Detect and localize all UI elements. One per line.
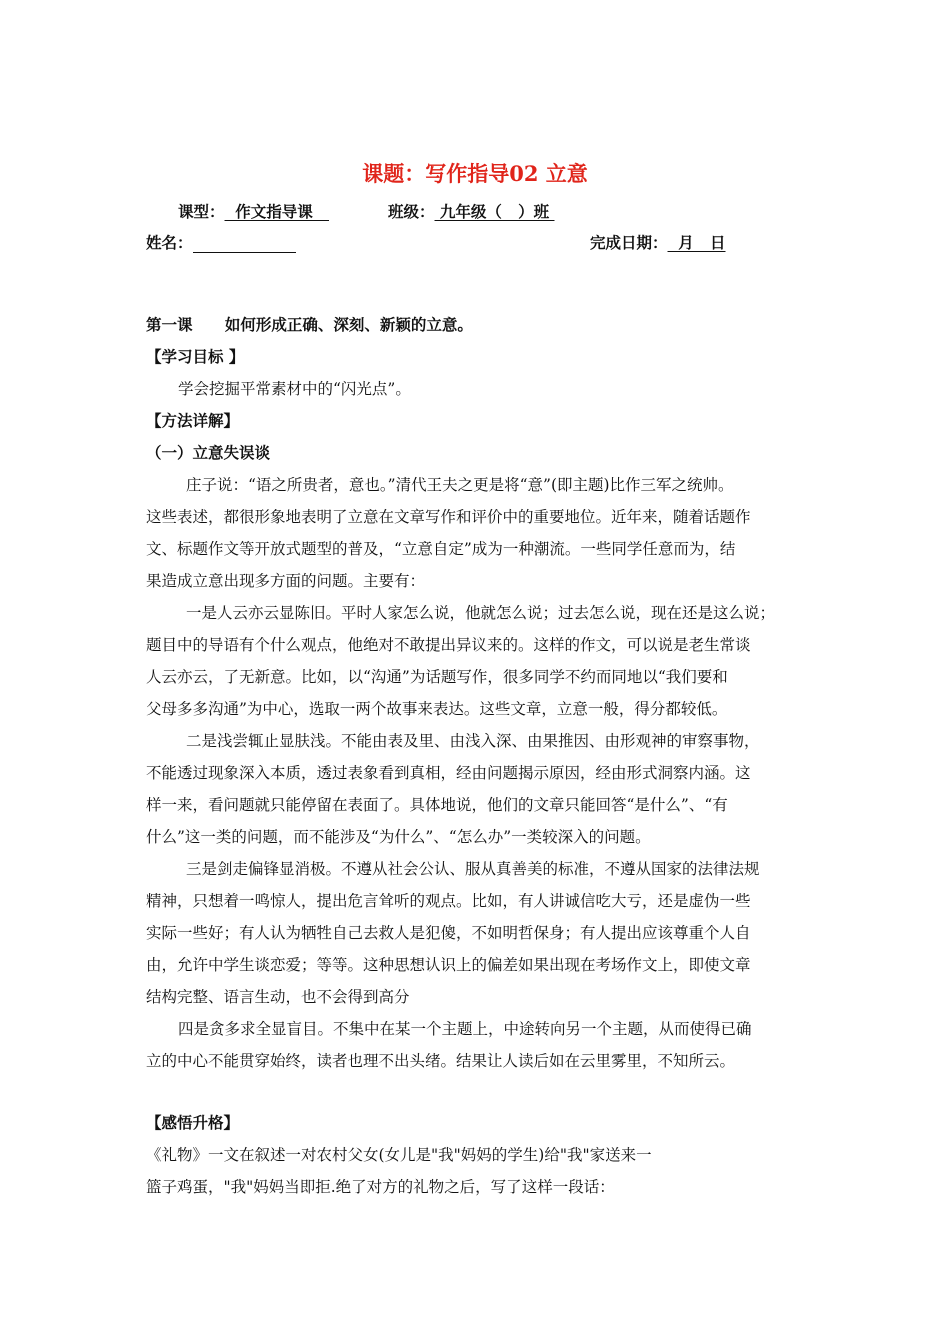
paragraph-line: 什么”这一类的问题，而不能涉及“为什么”、“怎么办”一类较深入的问题。	[146, 828, 651, 846]
learning-goal-text: 学会挖掘平常素材中的“闪光点”。	[178, 380, 411, 398]
sub-heading: （一）立意失误谈	[146, 443, 271, 462]
lesson-heading: 第一课 如何形成正确、深刻、新颖的立意。	[146, 315, 473, 334]
paragraph-line: 人云亦云，了无新意。比如，以“沟通”为话题写作，很多同学不约而同地以“我们要和	[146, 668, 728, 686]
doc-title: 课题：写作指导02 立意	[362, 161, 588, 186]
paragraph-line: 父母多多沟通”为中心，选取一两个故事来表达。这些文章，立意一般，得分都较低。	[146, 700, 728, 718]
paragraph-line: 立的中心不能贯穿始终，读者也理不出头绪。结果让人读后如在云里雾里，不知所云。	[146, 1052, 736, 1070]
paragraph-line: 不能透过现象深入本质，透过表象看到真相，经由问题揭示原因，经由形式洞察内涵。这	[146, 764, 751, 782]
student-name-label: 姓名：	[146, 233, 193, 252]
class-row	[388, 200, 555, 222]
insight-line: 《礼物》一文在叙述一对农村父女(女儿是"我"妈妈的学生)给"我"家送来一	[146, 1146, 652, 1164]
class-label: 班级：	[388, 202, 435, 221]
completion-date-value: 月 日	[667, 233, 726, 252]
paragraph-line: 四是贪多求全显盲目。不集中在某一个主题上，中途转向另一个主题，从而使得已确	[178, 1020, 752, 1038]
paragraph-line: 这些表述，都很形象地表明了立意在文章写作和评价中的重要地位。近年来，随着话题作	[146, 508, 751, 526]
paragraph-line: 精神，只想着一鸣惊人，提出危言耸听的观点。比如，有人讲诚信吃大亏，还是虚伪一些	[146, 892, 751, 910]
lesson-type-value: 作文指导课	[224, 202, 329, 221]
lesson-type-label: 课型：	[178, 202, 225, 221]
completion-date-label: 完成日期：	[590, 233, 668, 252]
learning-goal-heading: 【学习目标 】	[146, 347, 245, 366]
paragraph-line: 庄子说：“语之所贵者，意也。”清代王夫之更是将“意”(即主题)比作三军之统帅。	[186, 476, 734, 494]
paragraph-line: 一是人云亦云显陈旧。平时人家怎么说，他就怎么说；过去怎么说，现在还是这么说；	[186, 604, 776, 622]
paragraph-line: 实际一些好；有人认为牺牲自己去救人是犯傻，不如明哲保身；有人提出应该尊重个人自	[146, 924, 751, 942]
paragraph-line: 由，允许中学生谈恋爱；等等。这种思想认识上的偏差如果出现在考场作文上，即使文章	[146, 956, 751, 974]
lesson-type-row	[178, 200, 329, 222]
paragraph-line: 二是浅尝辄止显肤浅。不能由表及里、由浅入深、由果推因、由形观神的审察事物，	[186, 732, 760, 750]
student-name-row	[146, 231, 296, 253]
completion-date-row	[590, 231, 726, 253]
class-value: 九年级（ ）班	[434, 202, 555, 221]
student-name-blank[interactable]	[193, 236, 296, 253]
insight-heading: 【感悟升格】	[146, 1113, 240, 1132]
paragraph-line: 文、标题作文等开放式题型的普及，“立意自定”成为一种潮流。一些同学任意而为，结	[146, 540, 736, 558]
paragraph-line: 果造成立意出现多方面的问题。主要有：	[146, 572, 426, 590]
paragraph-line: 结构完整、语言生动，也不会得到高分	[146, 988, 410, 1006]
insight-line: 篮子鸡蛋，"我"妈妈当即拒.绝了对方的礼物之后，写了这样一段话：	[146, 1178, 615, 1196]
paragraph-line: 三是剑走偏锋显消极。不遵从社会公认、服从真善美的标准，不遵从国家的法律法规	[186, 860, 760, 878]
paragraph-line: 样一来，看问题就只能停留在表面了。具体地说，他们的文章只能回答“是什么”、“有	[146, 796, 728, 814]
paragraph-line: 题目中的导语有个什么观点，他绝对不敢提出异议来的。这样的作文，可以说是老生常谈	[146, 636, 751, 654]
method-heading: 【方法详解】	[146, 411, 240, 430]
